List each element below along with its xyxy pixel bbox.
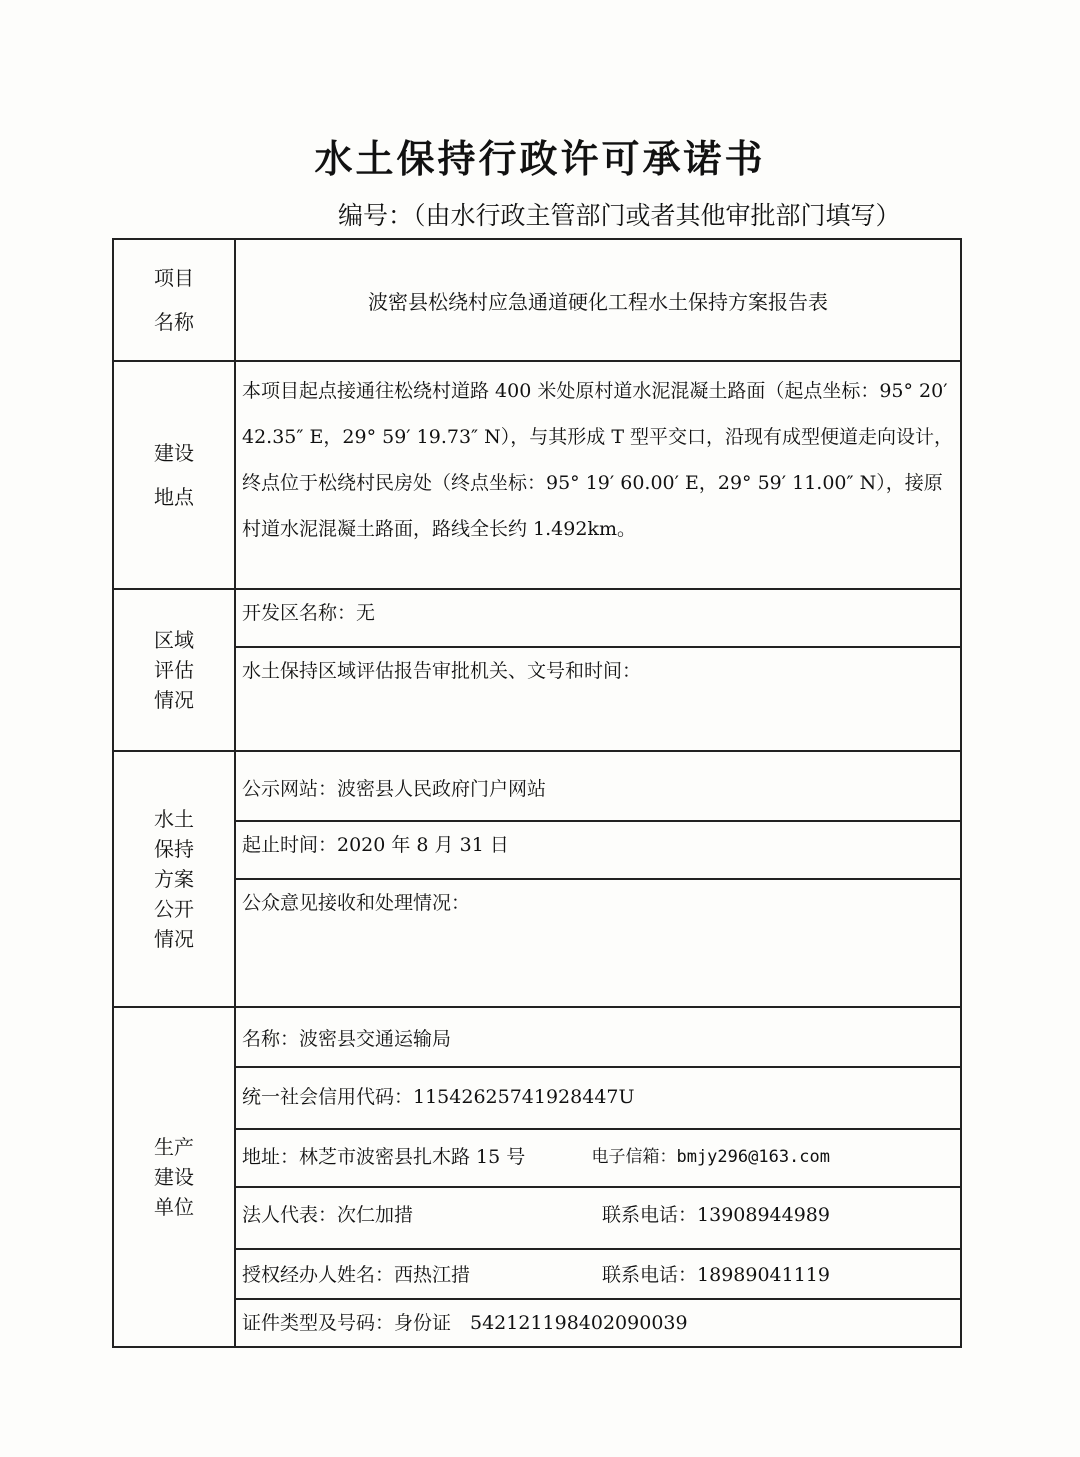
unit-name-cell [235, 1007, 961, 1067]
deadline-value: 起止时间：2020 年 8 月 31 日 [242, 834, 509, 856]
legal-rep-cell [235, 1187, 961, 1249]
deadline-cell [235, 821, 961, 879]
address-cell [235, 1129, 961, 1187]
feedback-cell [235, 879, 961, 1007]
regional-approval-value: 水土保持区域评估报告审批机关、文号和时间： [242, 660, 642, 682]
dev-zone-cell [235, 589, 961, 647]
id-doc-cell [235, 1299, 961, 1347]
agent-phone-value: 联系电话：18989041119 [602, 1264, 830, 1286]
regional-label: 区域 评估 情况 [113, 589, 235, 751]
location-cell [235, 361, 961, 589]
website-cell [235, 751, 961, 821]
unit-name-value: 名称：波密县交通运输局 [242, 1028, 452, 1050]
legal-rep-value: 法人代表：次仁加措 [242, 1204, 414, 1226]
website-value: 公示网站：波密县人民政府门户网站 [242, 778, 547, 800]
credit-code-cell [235, 1067, 961, 1129]
location-label: 建设 地点 [113, 361, 235, 589]
email-value: 电子信箱：bmjy296@163.com [591, 1147, 830, 1167]
commitment-form-table [112, 238, 962, 1348]
location-value: 本项目起点接通往松绕村道路 400 米处原村道水泥混凝土路面（起点坐标：95° 20′ 42.35″ E，29° 59′ 19.73″ N），与其形成 T 型平交口，沿现有成型便道走向设计，终点位于松绕村民房处（终点坐标：95° 19′ 60.00′ E，29° 59′ 11.00″ N），接原村道水泥混凝土路面，路线全长约 1.492km。 [242, 380, 954, 540]
dev-zone-value: 开发区名称：无 [242, 602, 376, 624]
legal-phone-value: 联系电话：13908944989 [602, 1204, 830, 1226]
unit-label: 生产 建设 单位 [113, 1007, 235, 1347]
serial-number-note: 编号：（由水行政主管部门或者其他审批部门填写） [338, 201, 901, 230]
agent-value: 授权经办人姓名：西热江措 [242, 1264, 471, 1286]
regional-approval-cell [235, 647, 961, 751]
project-name-value: 波密县松绕村应急通道硬化工程水土保持方案报告表 [235, 239, 961, 361]
document-title: 水土保持行政许可承诺书 [314, 136, 766, 181]
credit-code-value: 统一社会信用代码：11542625741928447U [242, 1086, 635, 1108]
id-doc-value: 证件类型及号码：身份证 542121198402090039 [242, 1312, 688, 1334]
disclosure-label: 水土 保持 方案 公开 情况 [113, 751, 235, 1007]
agent-cell [235, 1249, 961, 1299]
feedback-value: 公众意见接收和处理情况： [242, 892, 471, 914]
address-value: 地址：林芝市波密县扎木路 15 号 [242, 1146, 526, 1168]
project-name-label: 项目 名称 [113, 239, 235, 361]
